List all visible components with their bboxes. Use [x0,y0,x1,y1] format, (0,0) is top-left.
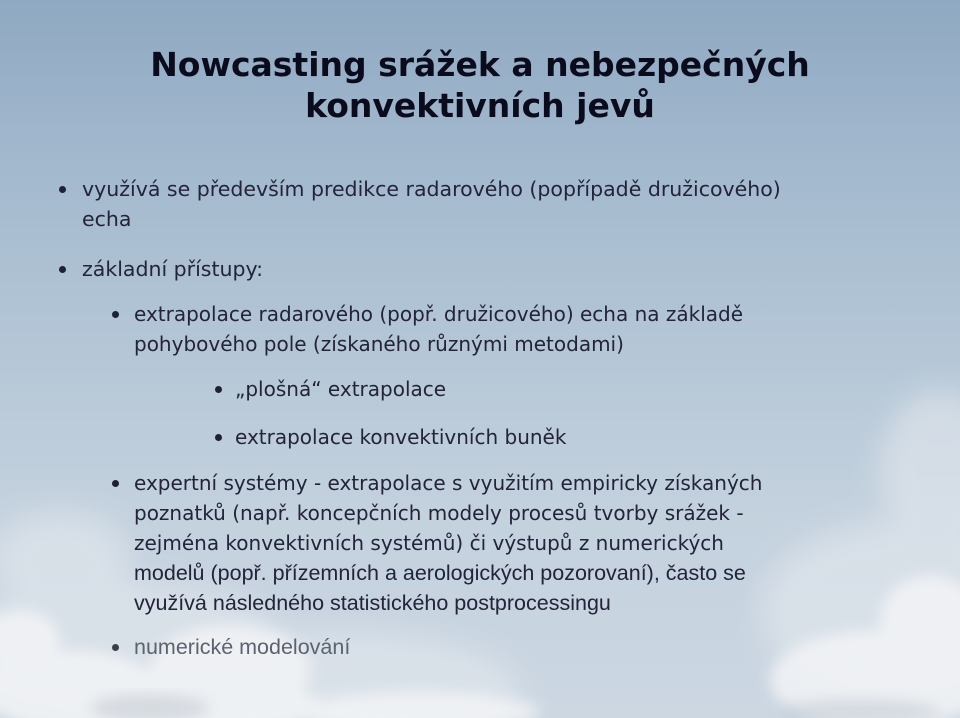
bullet-area-extrapolation [235,374,885,404]
slide-title [0,44,960,126]
bullet-expert-systems [134,468,924,618]
bullet-dot-icon [112,480,119,487]
bullet-numerical-modelling [134,632,924,662]
bullet-line: numerické modelování [134,635,351,659]
bullet-dot-icon [59,266,66,273]
bullet-dot-icon [112,311,119,318]
bullet-line: základní přístupy: [82,257,264,281]
bullet-cell-extrapolation [235,422,885,452]
bullet-line: poznatků (např. koncepčních modely procesů tvorby srážek - [134,501,744,525]
bullet-dot-icon [215,386,222,393]
bullet-line: pohybového pole (získaného různými metodami) [134,332,624,356]
bullet-dot-icon [112,644,119,651]
bullet-line: extrapolace radarového (popř. družicového) echa na základě [134,302,744,326]
bullet-line: extrapolace konvektivních buněk [235,425,567,449]
slide-title-line-2: konvektivních jevů [305,86,655,125]
bullet-line: echa [82,207,132,231]
bullet-line: modelů (popř. přízemních a aerologických pozorovaní), často se [134,561,746,585]
slide-title-line-1: Nowcasting srážek a nebezpečných [150,45,810,84]
bullet-line: zejména konvektivních systémů) či výstupů z numerických [134,531,724,555]
bullet-line: expertní systémy - extrapolace s využitím empiricky získaných [134,471,763,495]
bullet-basic-approaches [82,254,902,284]
bullet-line: využívá se především predikce radarového (popřípadě družicového) [82,177,781,201]
bullet-line: „plošná“ extrapolace [235,377,447,401]
bullet-line: využívá následného statistického postprocessingu [134,591,611,615]
bullet-extrapolation [134,299,924,359]
bullet-dot-icon [215,434,222,441]
bullet-radar-prediction [82,174,902,234]
bullet-dot-icon [59,186,66,193]
